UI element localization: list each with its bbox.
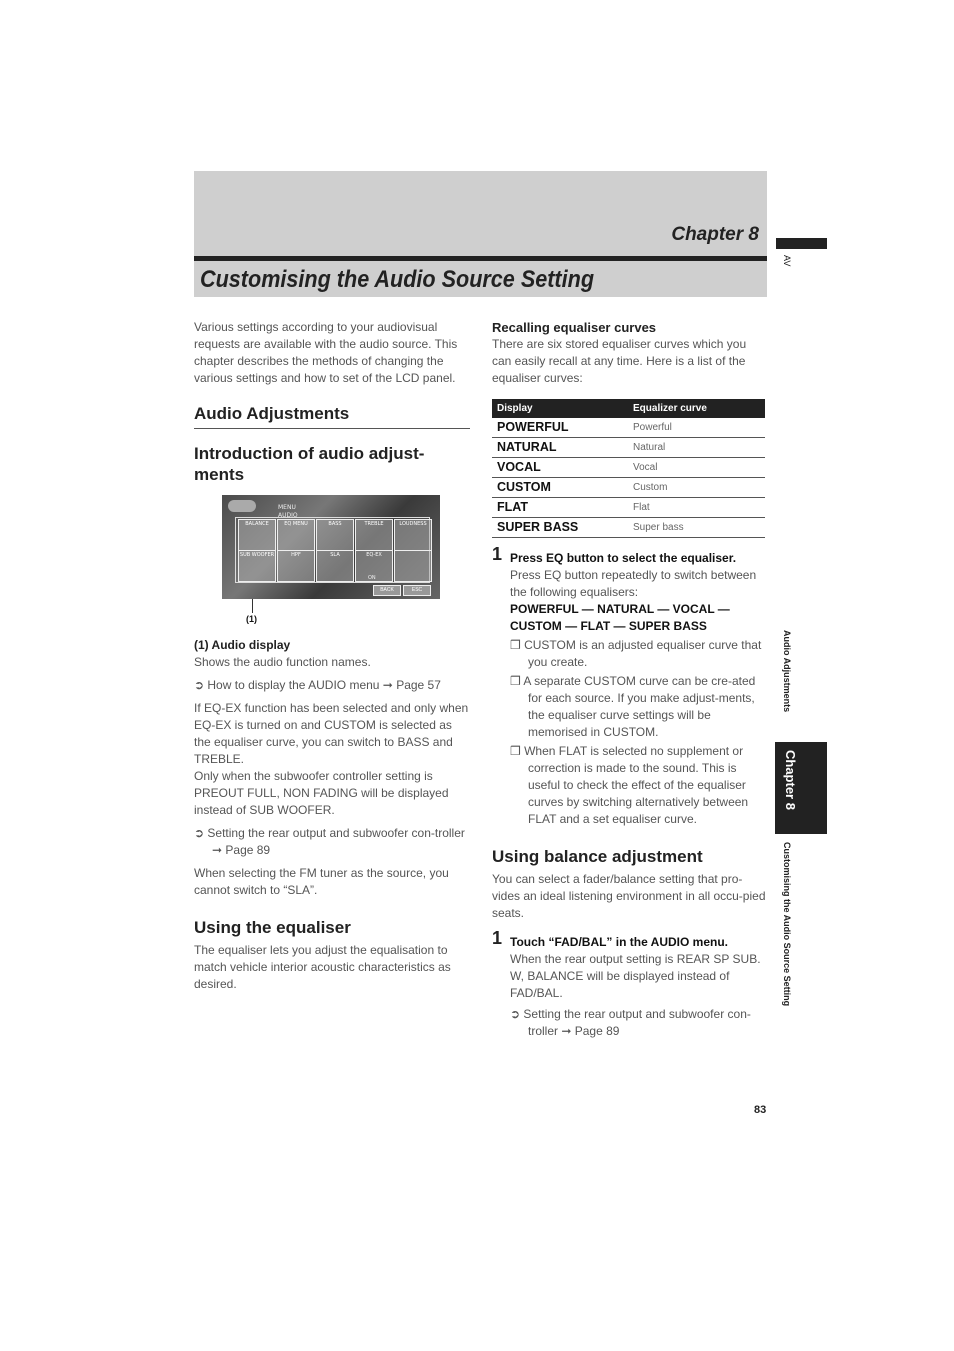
note-custom: ❒ CUSTOM is an adjusted equaliser curve that you create. [510, 638, 762, 669]
table-cell: Natural [628, 438, 765, 458]
screen-key: LOUDNESS [394, 519, 432, 551]
screen-key: EQ MENU [277, 519, 315, 551]
step-text: When the rear output setting is REAR SP SUB. W, BALANCE will be displayed instead of FAD/BAL. [510, 952, 761, 1000]
table-row [492, 478, 765, 498]
side-tab-section: Audio Adjustments [782, 630, 792, 713]
source-logo-icon [228, 500, 256, 512]
table-cell: Powerful [628, 418, 765, 438]
equaliser-text: The equaliser lets you adjust the equalisation to match vehicle interior acoustic characteristics as desired. [194, 943, 451, 991]
table-cell: POWERFUL [492, 418, 628, 438]
heading-audio-adjustments: Audio Adjustments [194, 403, 470, 429]
page-title: Customising the Audio Source Setting [200, 266, 595, 293]
step-touch-fadbal [492, 928, 766, 1002]
table-cell: CUSTOM [492, 478, 628, 498]
screen-menu-label: MENU [278, 504, 296, 511]
side-tab-chapter: Chapter 8 [783, 750, 798, 810]
audio-menu-screen [222, 495, 440, 599]
audio-display-text: Shows the audio function names. [194, 655, 371, 669]
screen-key: SUB WOOFER [238, 550, 276, 582]
intro-paragraph: Various settings according to your audiovisual requests are available with the audio source. This chapter describes the methods of changing the various settings and how to set of the LCD panel. [194, 320, 458, 385]
table-row [492, 418, 765, 438]
table-row [492, 498, 765, 518]
callout [244, 599, 470, 623]
ref-rear-output-2: ➲ Setting the rear output and subwoofer con-troller ➞ Page 89 [510, 1007, 751, 1038]
table-header: Equalizer curve [628, 399, 765, 418]
table-header-row [492, 399, 765, 418]
callout-label: (1) [246, 614, 257, 624]
screen-key-grid [235, 517, 430, 583]
table-cell: Vocal [628, 458, 765, 478]
screen-key [394, 550, 432, 582]
note-flat: ❒ When FLAT is selected no supplement or correction is made to the sound. This is useful to check the effect of the equaliser curves by switching alternatively between FLAT and a set equaliser curve. [510, 744, 749, 826]
table-row [492, 458, 765, 478]
step-press-eq [492, 544, 766, 635]
subwoofer-paragraph: Only when the subwoofer controller setting is PREOUT FULL, NON FADING will be displayed instead of SUB WOOFER. [194, 769, 449, 817]
table-cell: Custom [628, 478, 765, 498]
eqex-paragraph: If EQ-EX function has been selected and only when EQ-EX is turned on and CUSTOM is selected as the equaliser curve, you can switch to BASS and TREBLE. [194, 701, 469, 766]
screen-on-label: ON [368, 575, 376, 581]
screen-key: BASS [316, 519, 354, 551]
screen-key: BALANCE [238, 519, 276, 551]
step-heading: Press EQ button to select the equaliser. [510, 551, 737, 565]
side-tab-title: Customising the Audio Source Setting [782, 842, 792, 1007]
audio-display-heading: (1) Audio display [194, 638, 291, 652]
screen-key: TREBLE [355, 519, 393, 551]
recall-text: There are six stored equaliser curves which you can easily recall at any time. Here is a list of the equaliser curves: [492, 337, 747, 385]
screen-key: HPF [277, 550, 315, 582]
ref-rear-output: ➲ Setting the rear output and subwoofer con-troller ➞ Page 89 [194, 826, 465, 857]
screen-back-button: BACK [373, 585, 401, 596]
side-tab-av: AV [782, 255, 792, 267]
table-cell: Flat [628, 498, 765, 518]
header-rule [194, 256, 767, 261]
table-cell: Super bass [628, 518, 765, 538]
screen-esc-button: ESC [403, 585, 431, 596]
heading-intro-audio: Introduction of audio adjust-ments [194, 444, 425, 484]
screen-key: EQ-EX [355, 550, 393, 582]
heading-recalling: Recalling equaliser curves [492, 320, 657, 335]
table-row [492, 438, 765, 458]
step-heading: Touch “FAD/BAL” in the AUDIO menu. [510, 935, 728, 949]
balance-text: You can select a fader/balance setting that pro-vides an ideal listening environment in all occu-pied seats. [492, 872, 766, 920]
table-header: Display [492, 399, 628, 418]
table-row [492, 518, 765, 538]
right-column [492, 319, 766, 1040]
step-number: 1 [492, 544, 503, 564]
screen-audio-label: AUDIO [278, 512, 298, 519]
heading-balance: Using balance adjustment [492, 847, 703, 866]
step-number: 1 [492, 928, 503, 948]
step-text: Press EQ button repeatedly to switch between the following equalisers: [510, 568, 757, 599]
table-cell: FLAT [492, 498, 628, 518]
page-number: 83 [754, 1104, 767, 1116]
table-cell: SUPER BASS [492, 518, 628, 538]
side-tab-bar [776, 238, 827, 249]
heading-using-equaliser: Using the equaliser [194, 918, 351, 937]
equaliser-sequence: POWERFUL — NATURAL — VOCAL — CUSTOM — FLAT — SUPER BASS [510, 602, 730, 633]
screen-key: SLA [316, 550, 354, 582]
table-cell: VOCAL [492, 458, 628, 478]
left-column [194, 319, 470, 993]
table-cell: NATURAL [492, 438, 628, 458]
ref-audio-menu: ➲ How to display the AUDIO menu ➞ Page 57 [194, 678, 441, 692]
fm-paragraph: When selecting the FM tuner as the source, you cannot switch to “SLA”. [194, 866, 449, 897]
note-separate-custom: ❒ A separate CUSTOM curve can be cre-ated for each source. If you make adjust-ments, the equaliser curve settings will be memorised in CUSTOM. [510, 674, 756, 739]
chapter-label: Chapter 8 [671, 224, 759, 245]
equaliser-table [492, 399, 765, 538]
